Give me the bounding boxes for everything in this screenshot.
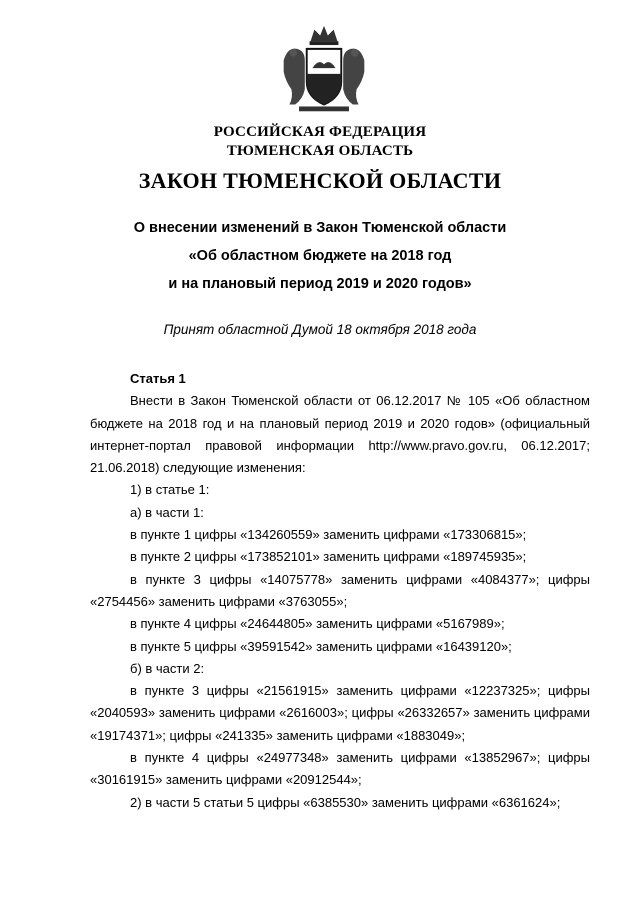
document-title-line-2: «Об областном бюджете на 2018 год: [188, 248, 452, 264]
law-heading: ЗАКОН ТЮМЕНСКОЙ ОБЛАСТИ: [138, 168, 502, 193]
article-paragraph: в пункте 3 цифры «14075778» заменить цифрами «4084377»; цифры «2754456» заменить цифрами «3763055»;: [90, 571, 590, 609]
article-paragraph: в пункте 3 цифры «21561915» заменить цифрами «12237325»; цифры «2040593» заменить цифрами «2616003»; цифры «26332657» заменить цифрами «19174371»; цифры «241335» заменить цифрами «1883049»;: [90, 683, 590, 743]
article-paragraph: а) в части 1:: [130, 504, 204, 520]
tyumen-oblast-coat-of-arms-icon: [276, 22, 372, 118]
article-paragraph: б) в части 2:: [130, 660, 205, 676]
adoption-note: Принят областной Думой 18 октября 2018 года: [163, 322, 477, 337]
article-heading: Статья 1: [130, 371, 186, 386]
article-body: [90, 368, 590, 814]
country-name: РОССИЙСКАЯ ФЕДЕРАЦИЯ: [213, 124, 427, 140]
article-paragraph: 1) в статье 1:: [130, 482, 210, 498]
document-title-line-3: и на плановый период 2019 и 2020 годов»: [168, 276, 472, 292]
document-title-line-1: О внесении изменений в Закон Тюменской области: [133, 220, 507, 236]
article-paragraph: 2) в части 5 статьи 5 цифры «6385530» заменить цифрами «6361624»;: [130, 794, 561, 810]
article-paragraph: в пункте 1 цифры «134260559» заменить цифрами «173306815»;: [130, 527, 527, 543]
article-paragraph: в пункте 5 цифры «39591542» заменить цифрами «16439120»;: [130, 638, 512, 654]
article-paragraph: в пункте 4 цифры «24644805» заменить цифрами «5167989»;: [130, 616, 505, 632]
article-paragraph: в пункте 4 цифры «24977348» заменить цифрами «13852967»; цифры «30161915» заменить цифрами «20912544»;: [90, 750, 590, 788]
article-paragraph: Внести в Закон Тюменской области от 06.12.2017 № 105 «Об областном бюджете на 2018 год и на плановый период 2019 и 2020 годов» (официальный интернет-портал правовой информации http://www.pravo.gov.ru, 06.12.2017; 21.06.2018) следующие изменения:: [90, 393, 590, 476]
region-name: ТЮМЕНСКАЯ ОБЛАСТЬ: [226, 143, 414, 159]
article-paragraph: в пункте 2 цифры «173852101» заменить цифрами «189745935»;: [130, 549, 527, 565]
